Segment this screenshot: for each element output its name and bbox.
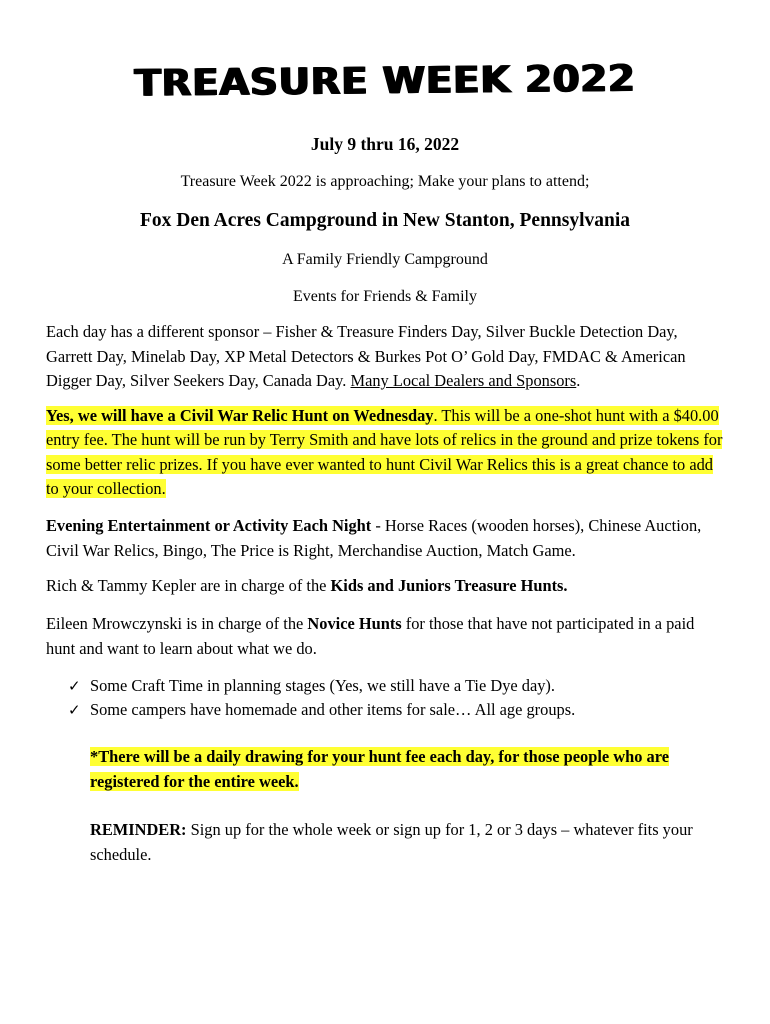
novice-hunts-intro: Eileen Mrowczynski is in charge of the xyxy=(46,614,308,633)
checklist-item-text: Some campers have homemade and other items for sale… All age groups. xyxy=(90,700,576,719)
checkmark-icon: ✓ xyxy=(68,701,81,719)
kids-hunts-intro: Rich & Tammy Kepler are in charge of the xyxy=(46,576,331,595)
novice-hunts-heading: Novice Hunts xyxy=(307,614,402,633)
campground-name: Fox Den Acres Campground in New Stanton, Pennsylvania xyxy=(139,210,631,231)
reminder-label: REMINDER: xyxy=(90,820,187,839)
activity-checklist xyxy=(68,674,718,722)
events-tagline: Events for Friends & Family xyxy=(293,288,477,305)
checklist-item-text: Some Craft Time in planning stages (Yes, we still have a Tie Dye day). xyxy=(90,676,555,695)
sponsors-paragraph xyxy=(46,320,726,394)
civil-war-hunt-paragraph xyxy=(46,404,726,502)
sponsors-text: Each day has a different sponsor – Fisher & Treasure Finders Day, Silver Buckle Detection Day, Garrett Day, Minelab Day, XP Metal Detectors & Burkes Pot O’ Gold Day, FMDAC & American Digger Day, Silver Seekers Day, Canada Day. xyxy=(46,322,686,391)
daily-drawing-notice xyxy=(90,745,730,794)
novice-hunts-paragraph xyxy=(46,612,726,661)
reminder-paragraph xyxy=(90,818,730,867)
event-dates: July 9 thru 16, 2022 xyxy=(310,134,460,154)
family-friendly-tagline: A Family Friendly Campground xyxy=(282,251,488,268)
daily-drawing-text: *There will be a daily drawing for your hunt fee each day, for those people who are registered for the entire week. xyxy=(90,747,669,791)
evening-entertainment-details: - Horse Races (wooden horses), Chinese Auction, Civil War Relics, Bingo, The Price is Right, Merchandise Auction, Match Game. xyxy=(46,516,702,560)
approaching-notice: Treasure Week 2022 is approaching; Make your plans to attend; xyxy=(180,173,590,190)
kids-hunts-paragraph xyxy=(46,574,726,599)
civil-war-hunt-details: . This will be a one-shot hunt with a $40.00 entry fee. The hunt will be run by Terry Smith and have lots of relics in the ground and prize tokens for some better relic prizes. If you have ever wanted to hunt Civil War Relics this is a great chance to add to your collection. xyxy=(46,406,723,499)
reminder-text: Sign up for the whole week or sign up for 1, 2 or 3 days – whatever fits your schedule. xyxy=(90,820,693,864)
evening-entertainment-heading: Evening Entertainment or Activity Each Night xyxy=(46,516,372,535)
evening-entertainment-paragraph xyxy=(46,514,726,563)
list-item xyxy=(68,698,718,722)
local-dealers-link: Many Local Dealers and Sponsors xyxy=(350,371,577,391)
checkmark-icon: ✓ xyxy=(68,677,81,695)
sponsors-end: . xyxy=(576,371,581,391)
page-title: TREASURE WEEK 2022 xyxy=(134,57,636,106)
novice-hunts-details: for those that have not participated in a paid hunt and want to learn about what we do. xyxy=(46,614,695,658)
list-item xyxy=(68,674,718,698)
civil-war-hunt-heading: Yes, we will have a Civil War Relic Hunt on Wednesday xyxy=(46,406,434,425)
kids-hunts-heading: Kids and Juniors Treasure Hunts. xyxy=(330,576,568,595)
